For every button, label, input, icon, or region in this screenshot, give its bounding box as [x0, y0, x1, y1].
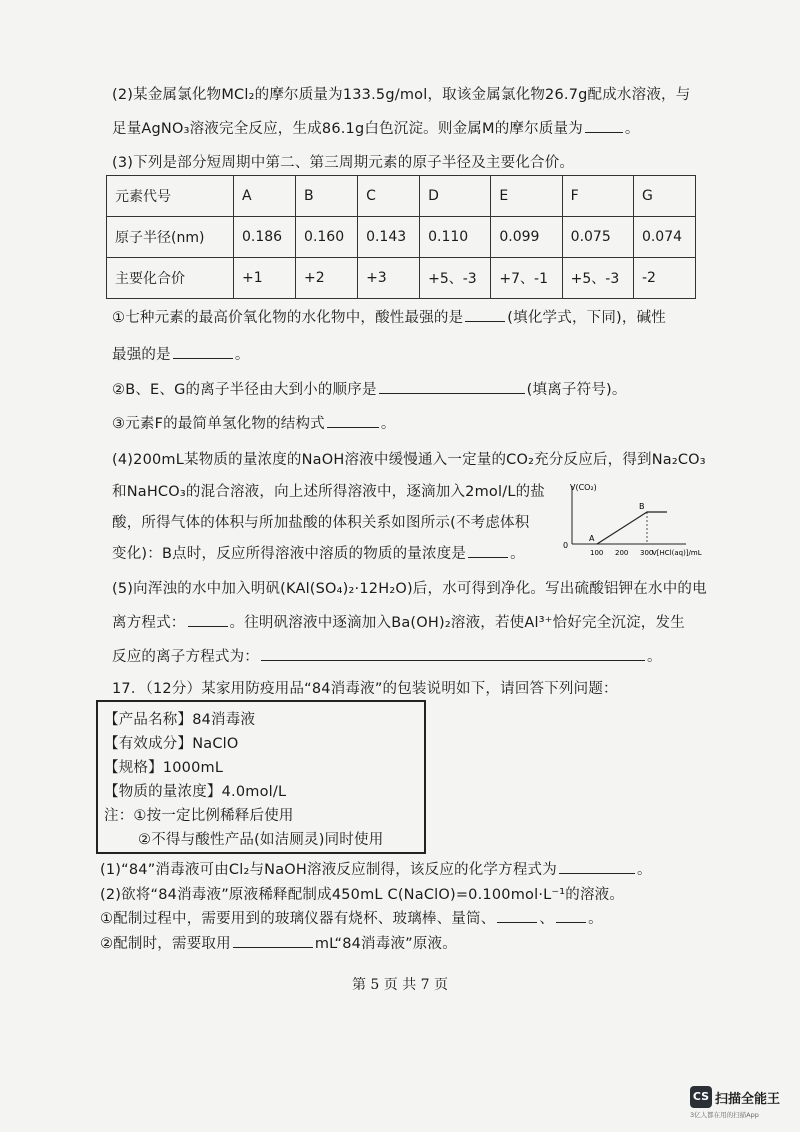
answer-blank — [379, 392, 525, 394]
q17-title: 17．（12分）某家用防疫用品“84消毒液”的包装说明如下，请回答下列问题： — [112, 681, 618, 697]
x-tick-label: 200 — [615, 549, 629, 557]
q4-line2: 和NaHCO₃的混合溶液，向上述所得溶液中，逐滴加入2mol/L的盐 — [112, 484, 545, 500]
table-cell: G — [633, 176, 695, 217]
point-label: B — [639, 502, 645, 511]
table-cell: 原子半径(nm) — [107, 217, 234, 258]
answer-blank — [173, 357, 233, 359]
table-cell: 0.110 — [420, 217, 491, 258]
table-cell: +3 — [358, 258, 420, 299]
answer-blank — [327, 426, 379, 428]
answer-blank — [585, 131, 623, 133]
box-line: ②不得与酸性产品(如洁厕灵)同时使用 — [138, 832, 384, 848]
q3-sub3: ③元素F的最简单氢化物的结构式 。 — [112, 416, 396, 432]
table-cell: +5、-3 — [562, 258, 633, 299]
series-line — [597, 512, 667, 544]
scanner-watermark — [690, 1086, 780, 1119]
table-cell: +5、-3 — [420, 258, 491, 299]
scanner-logo-icon: CS — [690, 1086, 712, 1108]
x-tick-label: 300 — [640, 549, 654, 557]
answer-blank — [233, 946, 313, 948]
q3-intro: (3)下列是部分短周期中第二、第三周期元素的原子半径及主要化合价。 — [112, 155, 575, 171]
q17-part2: (2)欲将“84消毒液”原液稀释配制成450mL C(NaClO)=0.100mol·L⁻¹的溶液。 — [100, 887, 625, 903]
box-line: 【产品名称】84消毒液 — [104, 712, 256, 728]
box-line: 注：①按一定比例稀释后使用 — [104, 808, 294, 824]
table-cell: +1 — [234, 258, 296, 299]
page-footer: 第 5 页 共 7 页 — [351, 977, 449, 993]
answer-blank — [261, 659, 645, 661]
table-cell: D — [420, 176, 491, 217]
table-cell: -2 — [633, 258, 695, 299]
x-tick-label: 100 — [590, 549, 604, 557]
answer-blank — [188, 625, 228, 627]
q4-line4: 变化)：B点时，反应所得溶液中溶质的物质的量浓度是 。 — [112, 546, 525, 562]
answer-blank — [559, 872, 635, 874]
q4-line1: (4)200mL某物质的量浓度的NaOH溶液中缓慢通入一定量的CO₂充分反应后，得到Na₂CO₃ — [112, 452, 706, 468]
table-cell: 0.186 — [234, 217, 296, 258]
q17-part2-sub2: ②配制时，需要取用 mL“84消毒液”原液。 — [100, 936, 457, 952]
table-cell: 0.143 — [358, 217, 420, 258]
table-cell: +7、-1 — [491, 258, 562, 299]
table-cell: +2 — [296, 258, 358, 299]
table-cell: 元素代号 — [107, 176, 234, 217]
box-line: 【规格】1000mL — [104, 760, 224, 776]
box-line: 【有效成分】NaClO — [104, 736, 239, 752]
q2-line1: (2)某金属氯化物MCl₂的摩尔质量为133.5g/mol，取该金属氯化物26.7g配成水溶液，与 — [112, 87, 691, 103]
q2-line2: 足量AgNO₃溶液完全反应，生成86.1g白色沉淀。则金属M的摩尔质量为 。 — [112, 121, 640, 137]
table-cell: B — [296, 176, 358, 217]
element-table — [106, 175, 696, 299]
table-cell: 0.074 — [633, 217, 695, 258]
table-cell: 0.075 — [562, 217, 633, 258]
answer-blank — [497, 921, 537, 923]
q17-part2-sub1: ①配制过程中，需要用到的玻璃仪器有烧杯、玻璃棒、量筒、 、 。 — [100, 911, 603, 927]
table-row-radius — [107, 217, 696, 258]
scanner-slogan: 3亿人都在用的扫描App — [690, 1111, 759, 1119]
table-cell: A — [234, 176, 296, 217]
point-label: A — [589, 534, 595, 543]
q5-line1: (5)向浑浊的水中加入明矾(KAl(SO₄)₂·12H₂O)后，水可得到净化。写出硫酸铝钾在水中的电 — [112, 581, 707, 597]
table-cell: 主要化合价 — [107, 258, 234, 299]
answer-blank — [468, 556, 508, 558]
q3-sub1: ①七种元素的最高价氧化物的水化物中，酸性最强的是 (填化学式，下同)，碱性 — [112, 310, 667, 326]
y-axis-label: V(CO₂) — [570, 483, 597, 492]
table-row-valence — [107, 258, 696, 299]
q3-sub2: ②B、E、G的离子半径由大到小的顺序是 (填离子符号)。 — [112, 382, 627, 398]
table-cell: 0.160 — [296, 217, 358, 258]
table-header-row — [107, 176, 696, 217]
q3-sub1-cont: 最强的是 。 — [112, 347, 250, 363]
x-axis-label: V[HCl(aq)]/mL — [652, 549, 702, 557]
co2-volume-chart — [560, 472, 720, 558]
q5-line3: 反应的离子方程式为： 。 — [112, 649, 662, 665]
q17-part1: (1)“84”消毒液可由Cl₂与NaOH溶液反应制得，该反应的化学方程式为 。 — [100, 862, 652, 878]
origin-label: 0 — [563, 541, 569, 550]
table-cell: E — [491, 176, 562, 217]
table-cell: C — [358, 176, 420, 217]
table-cell: F — [562, 176, 633, 217]
table-cell: 0.099 — [491, 217, 562, 258]
q5-line2: 离方程式： 。往明矾溶液中逐滴加入Ba(OH)₂溶液，若使Al³⁺恰好完全沉淀，发生 — [112, 615, 685, 631]
answer-blank — [556, 921, 586, 923]
q4-line3: 酸，所得气体的体积与所加盐酸的体积关系如图所示(不考虑体积 — [112, 515, 530, 531]
box-line: 【物质的量浓度】4.0mol/L — [104, 784, 287, 800]
answer-blank — [465, 320, 505, 322]
scanner-name: 扫描全能王 — [715, 1091, 781, 1107]
